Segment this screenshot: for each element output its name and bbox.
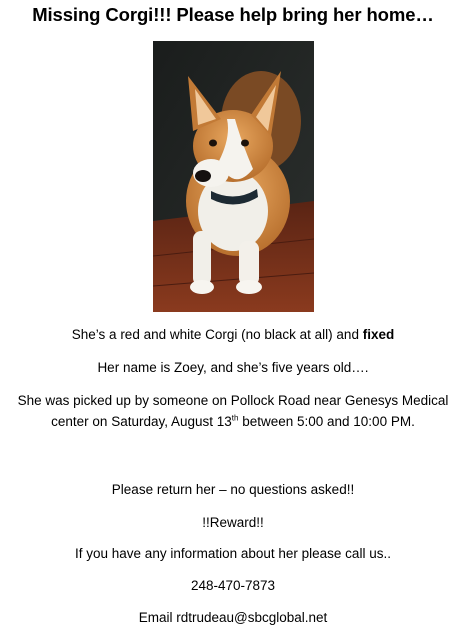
name-age-text: Her name is Zoey, and she’s five years old…. — [97, 360, 369, 375]
corgi-photo — [153, 41, 314, 312]
phone-number: 248-470-7873 — [190, 578, 276, 593]
pickup-text-line-1: She was picked up by someone on Pollock Road near Genesys Medical — [17, 393, 449, 408]
return-request-text: Please return her – no questions asked!! — [111, 482, 355, 497]
poster-title: Missing Corgi!!! Please help bring her home… — [32, 4, 434, 25]
fixed-emphasis: fixed — [362, 327, 395, 342]
reward-text: !!Reward!! — [202, 515, 264, 530]
description-text: She’s a red and white Corgi (no black at all) and fixed — [71, 327, 395, 342]
email-contact: Email rdtrudeau@sbcglobal.net — [138, 610, 328, 625]
info-request-text: If you have any information about her please call us.. — [75, 546, 391, 561]
pickup-text-line-2: center on Saturday, August 13th between 5:00 and 10:00 PM. — [51, 413, 415, 429]
